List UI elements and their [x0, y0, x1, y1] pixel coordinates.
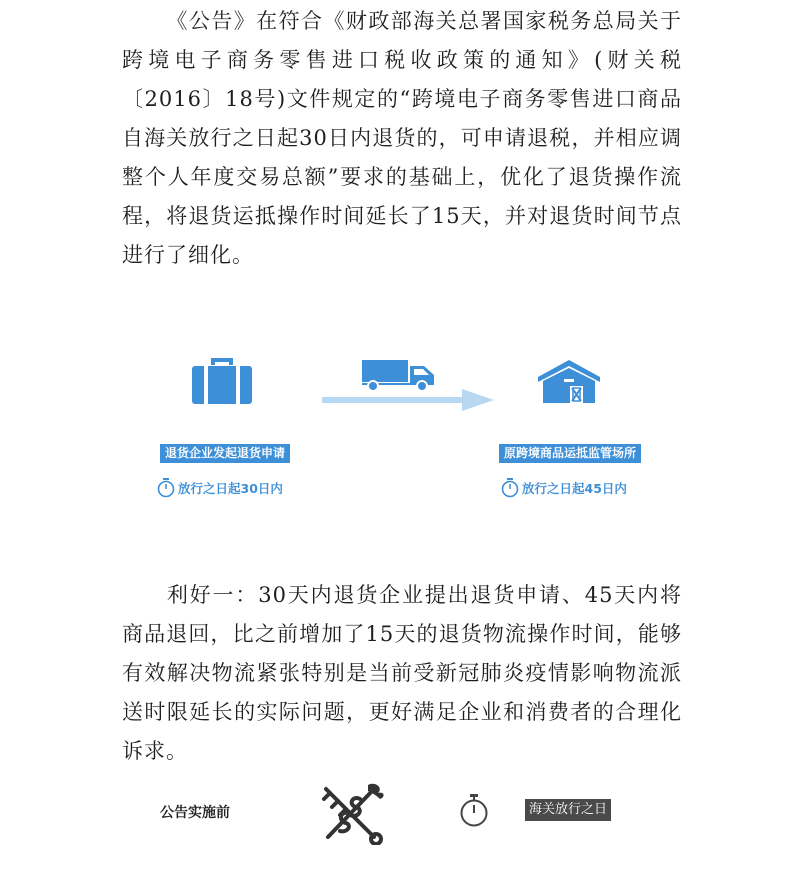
end-step-label: 原跨境商品运抵监管场所 [499, 444, 641, 463]
start-step-label: 退货企业发起退货申请 [160, 444, 290, 463]
warehouse-icon [537, 359, 601, 403]
end-time-text: 放行之日起45日内 [522, 481, 627, 496]
flow-arrow [322, 388, 494, 412]
before-announcement-label: 公告实施前 [160, 805, 230, 821]
stopwatch-icon [459, 794, 489, 828]
start-time-text: 放行之日起30日内 [178, 481, 283, 496]
suitcase-icon [191, 357, 253, 405]
stopwatch-icon [501, 478, 519, 498]
intro-paragraph [122, 2, 682, 275]
customs-release-day-label: 海关放行之日 [525, 799, 611, 821]
benefit-paragraph [122, 576, 682, 771]
intro-text: 《公告》在符合《财政部海关总署国家税务总局关于跨境电子商务零售进口税收政策的通知》(财关税〔2016〕18号)文件规定的“跨境电子商务零售进口商品自海关放行之日起30日内退货的，可申请退税，并相应调整个人年度交易总额”要求的基础上，优化了退货操作流程，将退货运抵操作时间延长了15天，并对退货时间节点进行了细化。 [122, 9, 682, 267]
end-time-note [501, 478, 627, 498]
benefit-text: 利好一：30天内退货企业提出退货申请、45天内将商品退回，比之前增加了15天的退货物流操作时间，能够有效解决物流紧张特别是当前受新冠肺炎疫情影响物流派送时限延长的实际问题，更好满足企业和消费者的合理化诉求。 [122, 583, 682, 763]
start-time-note [157, 478, 283, 498]
customs-emblem-icon [318, 783, 386, 845]
stopwatch-icon [157, 478, 175, 498]
